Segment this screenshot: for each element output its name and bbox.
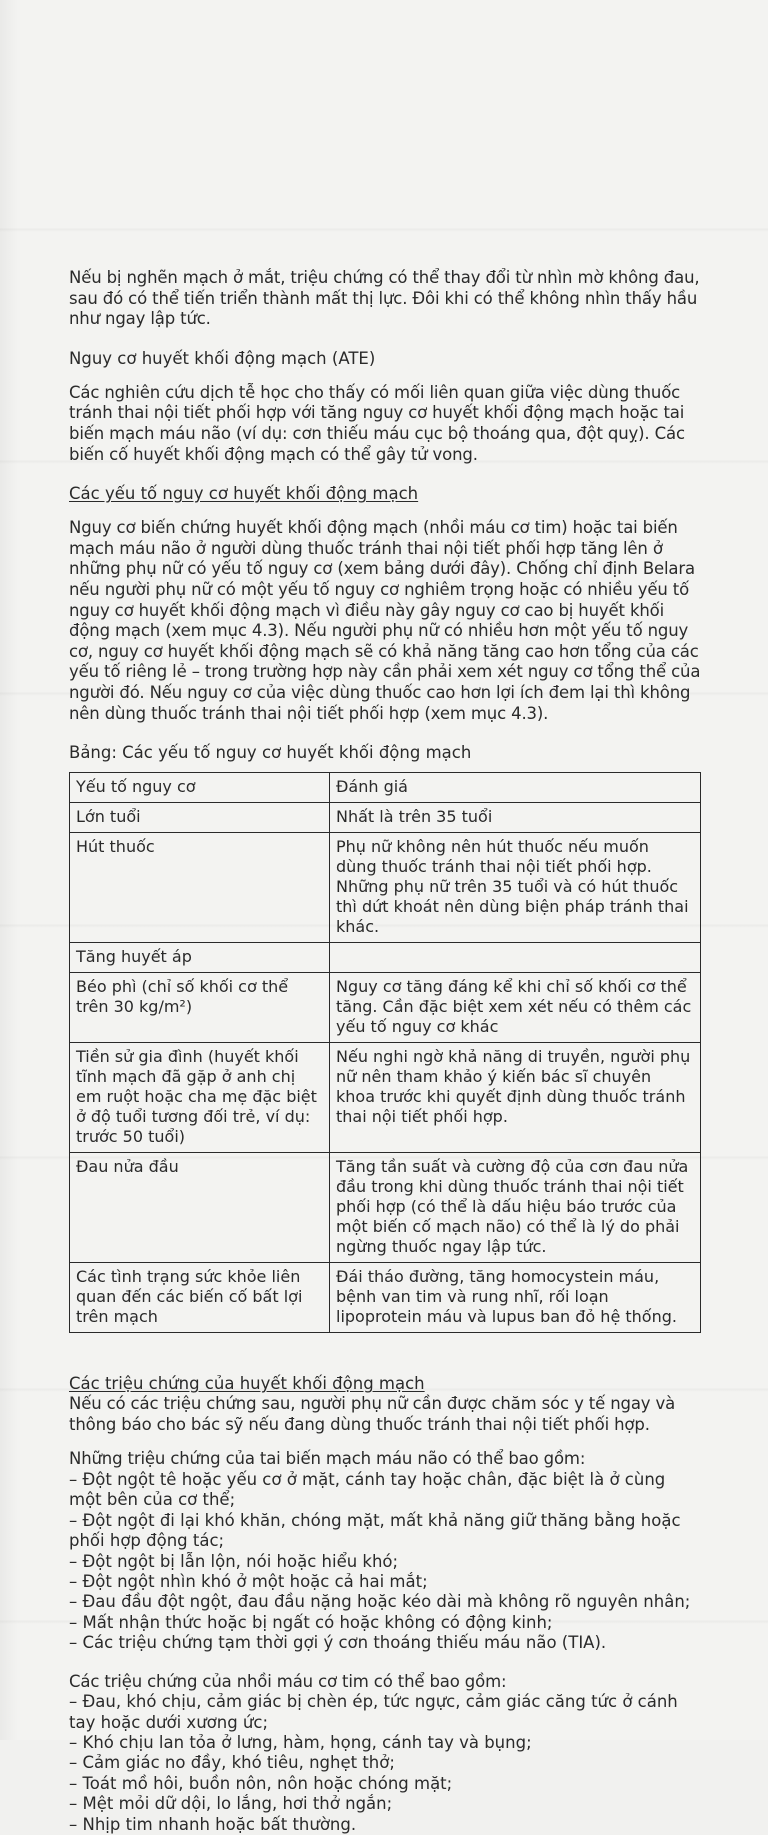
table-cell-assessment [330,943,701,973]
list-item: – Đột ngột tê hoặc yếu cơ ở mặt, cánh tay hoặc chân, đặc biệt là ở cùng một bên của cơ thể; [69,1470,701,1511]
stroke-symptoms-list [69,1470,701,1654]
list-item: – Mất nhận thức hoặc bị ngất có hoặc không có động kinh; [69,1613,701,1633]
table-row [70,1153,701,1263]
list-item: – Các triệu chứng tạm thời gợi ý cơn thoáng thiếu máu não (TIA). [69,1633,701,1653]
risk-factors-heading: Các yếu tố nguy cơ huyết khối động mạch [69,484,419,504]
mi-symptoms-list [69,1692,701,1835]
table-cell-factor: Các tình trạng sức khỏe liên quan đến các biến cố bất lợi trên mạch [70,1263,330,1333]
ate-heading: Nguy cơ huyết khối động mạch (ATE) [69,348,376,368]
table-caption: Bảng: Các yếu tố nguy cơ huyết khối động mạch [69,743,472,763]
table-row [70,1263,701,1333]
table-cell-assessment: Nếu nghi ngờ khả năng di truyền, người phụ nữ nên tham khảo ý kiến bác sĩ chuyên khoa trước khi quyết định dùng thuốc tránh thai nội tiết phối hợp. [330,1043,701,1153]
stroke-symptoms-intro: Những triệu chứng của tai biến mạch máu não có thể bao gồm: [69,1449,586,1469]
table-cell-factor: Tăng huyết áp [70,943,330,973]
table-row [70,833,701,943]
intro-paragraph: Nếu bị nghẽn mạch ở mắt, triệu chứng có thể thay đổi từ nhìn mờ không đau, sau đó có thể tiến triển thành mất thị lực. Đôi khi có thể không nhìn thấy hầu như ngay lập tức. [69,268,700,329]
table-cell-factor: Tiền sử gia đình (huyết khối tĩnh mạch đã gặp ở anh chị em ruột hoặc cha mẹ đặc biệt ở độ tuổi tương đối trẻ, ví dụ: trước 50 tuổi) [70,1043,330,1153]
symptoms-heading: Các triệu chứng của huyết khối động mạch [69,1374,425,1394]
table-row [70,943,701,973]
list-item: – Đột ngột bị lẫn lộn, nói hoặc hiểu khó; [69,1552,701,1572]
risk-factors-paragraph: Nguy cơ biến chứng huyết khối động mạch (nhồi máu cơ tim) hoặc tai biến mạch máu não ở người dùng thuốc tránh thai nội tiết phối hợp tăng lên ở những phụ nữ có yếu tố nguy cơ (xem bảng dưới đây). Chống chỉ định Belara nếu người phụ nữ có một yếu tố nguy cơ nghiêm trọng hoặc có nhiều yếu tố nguy cơ huyết khối động mạch vì điều này gây nguy cơ cao bị huyết khối động mạch (xem mục 4.3). Nếu người phụ nữ có nhiều hơn một yếu tố nguy cơ, nguy cơ huyết khối động mạch sẽ có khả năng tăng cao hơn tổng của các yếu tố riêng lẻ – trong trường hợp này cần phải xem xét nguy cơ tổng thể của người đó. Nếu nguy cơ của việc dùng thuốc cao hơn lợi ích đem lại thì không nên dùng thuốc tránh thai nội tiết phối hợp (xem mục 4.3). [69,518,701,723]
table-cell-factor: Đau nửa đầu [70,1153,330,1263]
document-body [69,268,701,1835]
list-item: – Đột ngột đi lại khó khăn, chóng mặt, mất khả năng giữ thăng bằng hoặc phối hợp động tác; [69,1511,701,1552]
table-cell-factor: Lớn tuổi [70,803,330,833]
list-item: – Đột ngột nhìn khó ở một hoặc cả hai mắt; [69,1572,701,1592]
list-item: – Mệt mỏi dữ dội, lo lắng, hơi thở ngắn; [69,1794,701,1814]
symptoms-paragraph: Nếu có các triệu chứng sau, người phụ nữ cần được chăm sóc y tế ngay và thông báo cho bác sỹ nếu đang dùng thuốc tránh thai nội tiết phối hợp. [69,1394,676,1434]
table-row [70,973,701,1043]
table-row [70,803,701,833]
table-cell-assessment: Phụ nữ không nên hút thuốc nếu muốn dùng thuốc tránh thai nội tiết phối hợp. Những phụ nữ trên 35 tuổi và có hút thuốc thì dứt khoát nên dùng biện pháp tránh thai khác. [330,833,701,943]
table-row [70,1043,701,1153]
list-item: – Khó chịu lan tỏa ở lưng, hàm, họng, cánh tay và bụng; [69,1733,701,1753]
ate-paragraph: Các nghiên cứu dịch tễ học cho thấy có mối liên quan giữa việc dùng thuốc tránh thai nội tiết phối hợp với tăng nguy cơ huyết khối động mạch hoặc tai biến mạch máu não (ví dụ: cơn thiếu máu cục bộ thoáng qua, đột quỵ). Các biến cố huyết khối động mạch có thể gây tử vong. [69,382,685,464]
list-item: – Đau đầu đột ngột, đau đầu nặng hoặc kéo dài mà không rõ nguyên nhân; [69,1592,701,1612]
table-cell-assessment: Nhất là trên 35 tuổi [330,803,701,833]
table-cell-assessment: Đái tháo đường, tăng homocystein máu, bệnh van tim và rung nhĩ, rối loạn lipoprotein máu và lupus ban đỏ hệ thống. [330,1263,701,1333]
mi-symptoms-intro: Các triệu chứng của nhồi máu cơ tim có thể bao gồm: [69,1671,507,1691]
table-header-row [70,773,701,803]
table-cell-assessment: Nguy cơ tăng đáng kể khi chỉ số khối cơ thể tăng. Cần đặc biệt xem xét nếu có thêm các yếu tố nguy cơ khác [330,973,701,1043]
list-item: – Nhịp tim nhanh hoặc bất thường. [69,1815,701,1835]
bleed-through-text [70,44,760,224]
list-item: – Toát mồ hôi, buồn nôn, nôn hoặc chóng mặt; [69,1774,701,1794]
list-item: – Đau, khó chịu, cảm giác bị chèn ép, tức ngực, cảm giác căng tức ở cánh tay hoặc dưới xương ức; [69,1692,701,1733]
risk-factor-table [69,772,701,1333]
table-cell-assessment: Tăng tần suất và cường độ của cơn đau nửa đầu trong khi dùng thuốc tránh thai nội tiết phối hợp (có thể là dấu hiệu báo trước của một biến cố mạch não) có thể là lý do phải ngừng thuốc ngay lập tức. [330,1153,701,1263]
list-item: – Cảm giác no đầy, khó tiêu, nghẹt thở; [69,1753,701,1773]
table-cell-factor: Béo phì (chỉ số khối cơ thể trên 30 kg/m²) [70,973,330,1043]
table-header-cell: Yếu tố nguy cơ [70,773,330,803]
table-cell-factor: Hút thuốc [70,833,330,943]
table-header-cell: Đánh giá [330,773,701,803]
